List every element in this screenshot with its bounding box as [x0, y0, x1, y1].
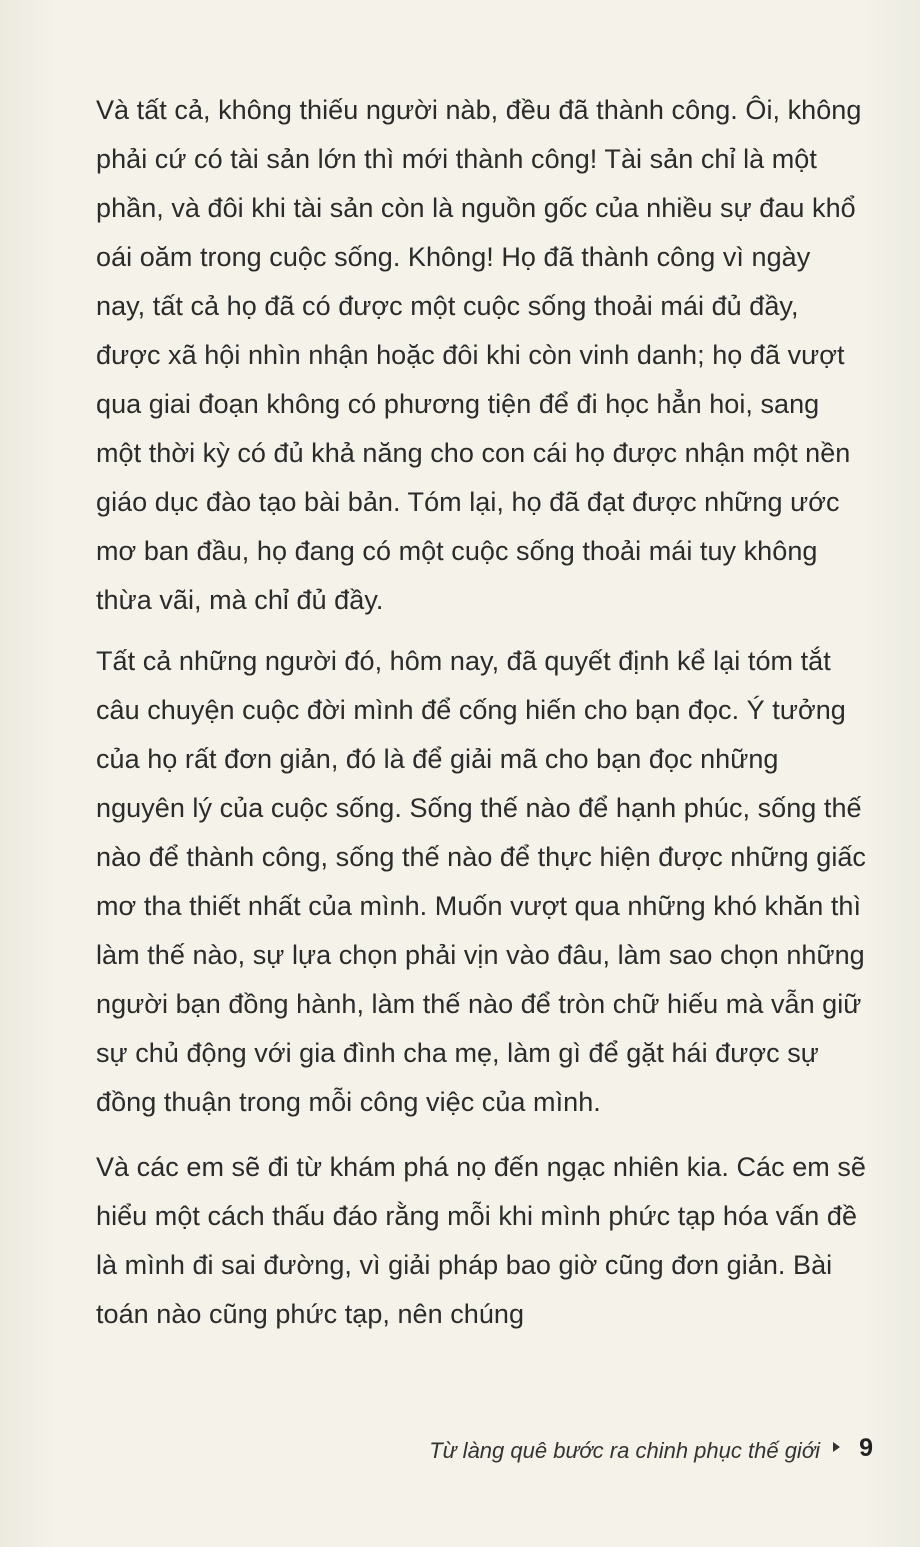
paragraph-3: Và các em sẽ đi từ khám phá nọ đến ngạc nhiên kia. Các em sẽ hiểu một cách thấu đáo rằng mỗi khi mình phức tạp hóa vấn đề là mình đi sai đường, vì giải pháp bao giờ cũng đơn giản. Bài toán nào cũng phức tạp, nên chúng [96, 1152, 866, 1329]
paragraph-2: Tất cả những người đó, hôm nay, đã quyết định kể lại tóm tắt câu chuyện cuộc đời mình để cống hiến cho bạn đọc. Ý tưởng của họ rất đơn giản, đó là để giải mã cho bạn đọc những nguyên lý của cuộc sống. Sống thế nào để hạnh phúc, sống thế nào để thành công, sống thế nào để thực hiện được những giấc mơ tha thiết nhất của mình. Muốn vượt qua những khó khăn thì làm thế nào, sự lựa chọn phải vịn vào đâu, làm sao chọn những người bạn đồng hành, làm thế nào để tròn chữ hiếu mà vẫn giữ sự chủ động với gia đình cha mẹ, làm gì để gặt hái được sự đồng thuận trong mỗi công việc của mình. [96, 646, 866, 1117]
triangle-bullet-icon [833, 1442, 840, 1452]
page-body [96, 86, 866, 1339]
page-number: 9 [859, 1434, 873, 1462]
paragraph-1: Và tất cả, không thiếu người nàb, đều đã thành công. Ôi, không phải cứ có tài sản lớn thì mới thành công! Tài sản chỉ là một phần, và đôi khi tài sản còn là nguồn gốc của nhiều sự đau khổ oái oăm trong cuộc sống. Không! Họ đã thành công vì ngày nay, tất cả họ đã có được một cuộc sống thoải mái đủ đầy, được xã hội nhìn nhận hoặc đôi khi còn vinh danh; họ đã vượt qua giai đoạn không có phương tiện để đi học hẳn hoi, sang một thời kỳ có đủ khả năng cho con cái họ được nhận một nền giáo dục đào tạo bài bản. Tóm lại, họ đã đạt được những ước mơ ban đầu, họ đang có một cuộc sống thoải mái tuy không thừa vãi, mà chỉ đủ đầy. [96, 95, 862, 615]
running-title: Từ làng quê bước ra chinh phục thế giới [429, 1438, 820, 1463]
page-footer [0, 1432, 920, 1472]
